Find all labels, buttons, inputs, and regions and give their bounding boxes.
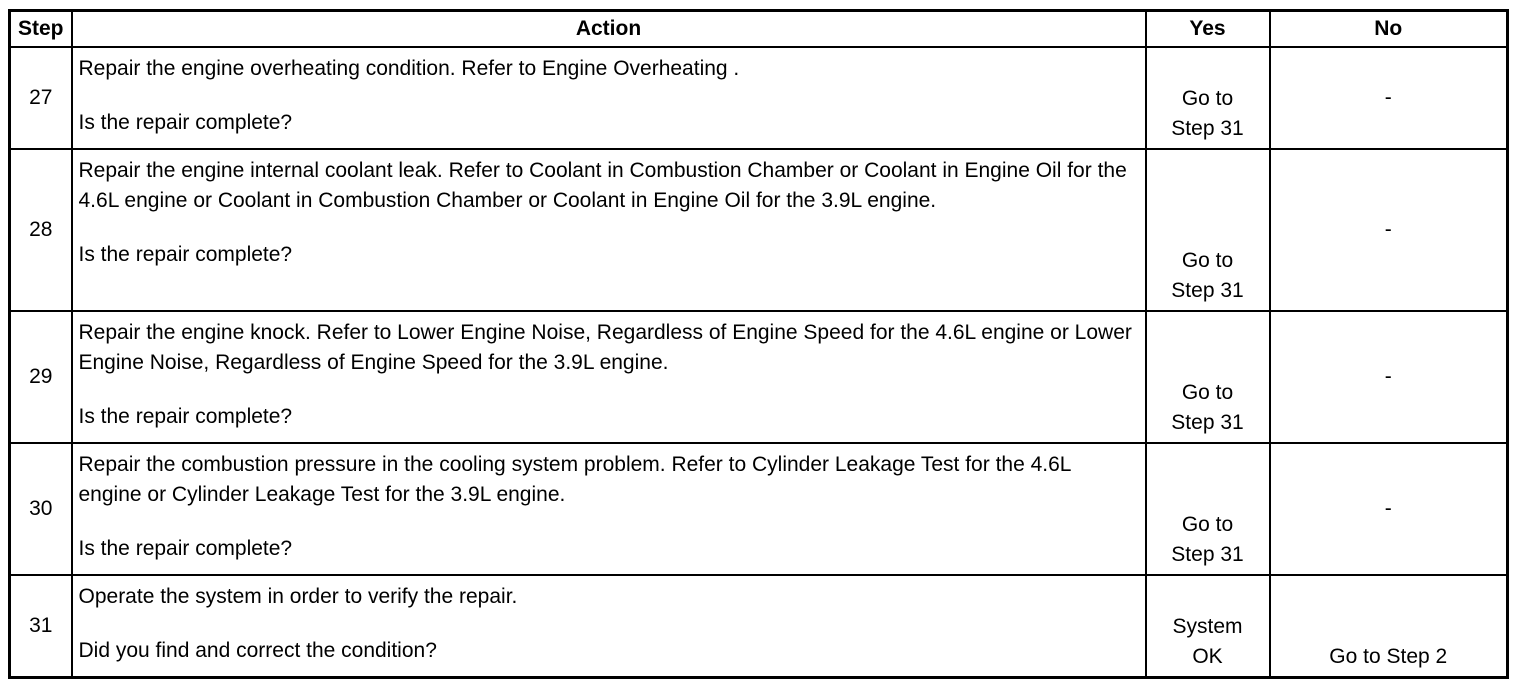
yes-line-2: Step 31 — [1171, 411, 1244, 434]
no-cell: Go to Step 2 — [1270, 575, 1508, 678]
action-cell — [72, 443, 1146, 575]
yes-cell — [1146, 443, 1270, 575]
header-no: No — [1270, 11, 1508, 48]
yes-line-2: Step 31 — [1171, 117, 1244, 140]
table-row — [10, 149, 1508, 311]
action-text: Repair the combustion pressure in the cooling system problem. Refer to Cylinder Leakage Test for the 4.6L engine or Cylinder Leakage Test for the 3.9L engine. — [78, 453, 1071, 506]
table-header-row — [10, 11, 1508, 48]
yes-line-1: Go to — [1181, 87, 1234, 110]
no-cell: - — [1270, 311, 1508, 443]
step-number: 31 — [10, 575, 72, 678]
yes-line-1: Go to — [1181, 381, 1234, 404]
action-question: Is the repair complete? — [78, 405, 293, 428]
no-cell: - — [1270, 443, 1508, 575]
diagnostic-steps-table — [8, 9, 1509, 679]
step-number: 28 — [10, 149, 72, 311]
action-text: Repair the engine overheating condition. Refer to Engine Overheating . — [78, 57, 740, 80]
yes-cell — [1146, 575, 1270, 678]
header-action: Action — [72, 11, 1146, 48]
action-question: Did you find and correct the condition? — [78, 639, 437, 662]
action-question: Is the repair complete? — [78, 111, 293, 134]
yes-line-1: System — [1172, 615, 1243, 638]
header-step: Step — [10, 11, 72, 48]
table-row — [10, 311, 1508, 443]
diagnostic-table-container — [8, 9, 1509, 679]
yes-cell — [1146, 311, 1270, 443]
action-cell — [72, 47, 1146, 149]
action-cell — [72, 575, 1146, 678]
action-text: Operate the system in order to verify the repair. — [78, 585, 518, 608]
action-cell — [72, 311, 1146, 443]
no-cell: - — [1270, 47, 1508, 149]
table-row — [10, 47, 1508, 149]
header-yes: Yes — [1146, 11, 1270, 48]
no-cell: - — [1270, 149, 1508, 311]
action-text: Repair the engine knock. Refer to Lower Engine Noise, Regardless of Engine Speed for the 4.6L engine or Lower Engine Noise, Regardless of Engine Speed for the 3.9L engine. — [78, 321, 1132, 374]
action-question: Is the repair complete? — [78, 243, 293, 266]
step-number: 29 — [10, 311, 72, 443]
step-number: 30 — [10, 443, 72, 575]
action-text: Repair the engine internal coolant leak. Refer to Coolant in Combustion Chamber or Coolant in Engine Oil for the 4.6L engine or Coolant in Combustion Chamber or Coolant in Engine Oil for the 3.9L engine. — [78, 159, 1127, 212]
yes-line-1: Go to — [1181, 249, 1234, 272]
yes-cell — [1146, 47, 1270, 149]
table-row — [10, 575, 1508, 678]
yes-cell — [1146, 149, 1270, 311]
yes-line-2: Step 31 — [1171, 543, 1244, 566]
yes-line-2: Step 31 — [1171, 279, 1244, 302]
action-cell — [72, 149, 1146, 311]
yes-line-1: Go to — [1181, 513, 1234, 536]
action-question: Is the repair complete? — [78, 537, 293, 560]
step-number: 27 — [10, 47, 72, 149]
yes-line-2: OK — [1192, 645, 1223, 668]
table-row — [10, 443, 1508, 575]
